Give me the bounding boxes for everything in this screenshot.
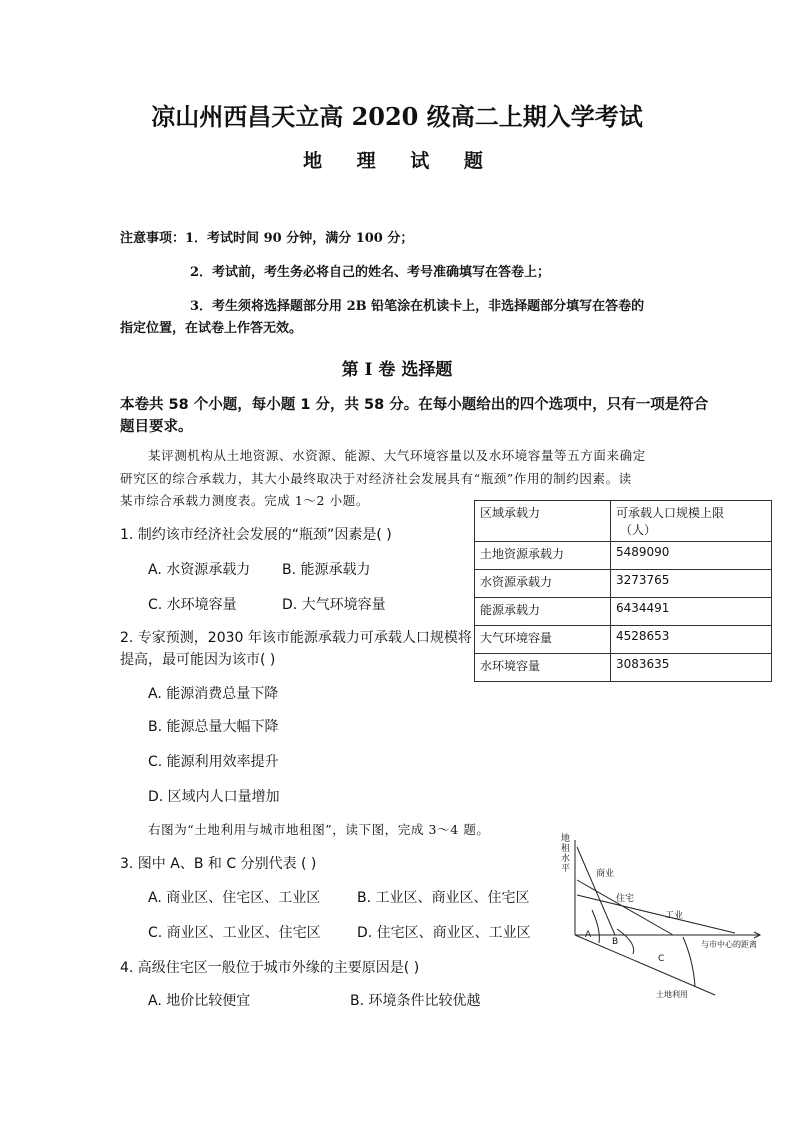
land-use-label: 土地利用: [656, 990, 688, 999]
question-4-option-a[interactable]: A. 地价比较便宜: [148, 993, 251, 1009]
question-1-stem: 1. 制约该市经济社会发展的“瓶颈”因素是( ): [120, 527, 392, 543]
table-cell-value: 6434491: [611, 598, 772, 626]
material-1-line-2: 研究区的综合承载力，其大小最终取决于对经济社会发展具有“瓶颈”作用的制约因素。读: [120, 471, 632, 486]
label-zone-a: A: [585, 930, 592, 940]
label-residential: 住宅: [616, 894, 635, 904]
y-axis-label-3: 水: [561, 854, 571, 864]
table-row: [475, 570, 772, 598]
question-2-stem-2: 提高，最可能因为该市( ): [120, 652, 276, 668]
label-commercial: 商业: [596, 869, 615, 879]
residential-rent-line: [577, 880, 673, 935]
table-cell-label: 土地资源承载力: [475, 542, 611, 570]
question-3-stem: 3. 图中 A、B 和 C 分别代表 ( ): [120, 856, 317, 872]
section-intro-1: 本卷共 58 个小题，每小题 1 分，共 58 分。在每小题给出的四个选项中，只有一项是符合: [120, 397, 709, 413]
section-intro-2: 题目要求。: [120, 419, 193, 435]
label-zone-b: B: [612, 937, 619, 947]
table-row: [475, 598, 772, 626]
notice-line-3: 3．考生须将选择题部分用 2B 铅笔涂在机读卡上，非选择题部分填写在答卷的: [190, 299, 645, 314]
zone-divider-b: [617, 929, 634, 954]
notice-line-2: 2．考试前，考生务必将自己的姓名、考号准确填写在答卷上；: [190, 265, 551, 280]
question-4-stem: 4. 高级住宅区一般位于城市外缘的主要原因是( ): [120, 960, 420, 976]
table-cell-value: 5489090: [611, 542, 772, 570]
question-2-stem-1: 2. 专家预测，2030 年该市能源承载力可承载人口规模将: [120, 630, 472, 646]
subject-title: 地 理 试 题: [303, 150, 497, 172]
y-axis-label-2: 租: [561, 844, 571, 854]
question-2-option-c[interactable]: C. 能源利用效率提升: [148, 754, 279, 770]
notice-line-1: 注意事项：1．考试时间 90 分钟，满分 100 分；: [120, 231, 414, 246]
question-2-option-b[interactable]: B. 能源总量大幅下降: [148, 719, 279, 735]
question-4-option-b[interactable]: B. 环境条件比较优越: [350, 993, 481, 1009]
land-rent-diagram: [555, 825, 780, 1005]
y-axis-label-1: 地: [561, 834, 571, 844]
industrial-rent-line: [577, 895, 735, 933]
question-3-option-c[interactable]: C. 商业区、工业区、住宅区: [148, 925, 321, 941]
question-3-option-b[interactable]: B. 工业区、商业区、住宅区: [357, 890, 530, 906]
table-header-unit: （人）: [620, 523, 657, 537]
table-cell-value: 3083635: [611, 654, 772, 682]
material-1-line-1: 某评测机构从土地资源、水资源、能源、大气环境容量以及水环境容量等五方面来确定: [148, 448, 646, 463]
table-cell-value: 3273765: [611, 570, 772, 598]
zone-divider-c: [683, 937, 695, 986]
question-2-option-d[interactable]: D. 区域内人口量增加: [148, 789, 280, 805]
material-2-line-1: 右图为“土地利用与城市地租图”，读下图，完成 3～4 题。: [148, 822, 490, 837]
y-axis-label-4: 平: [561, 864, 571, 874]
question-1-option-c[interactable]: C. 水环境容量: [148, 597, 237, 613]
land-use-line: [575, 935, 715, 995]
exam-title: 凉山州西昌天立高 2020 级高二上期入学考试: [151, 102, 643, 131]
zone-divider-a: [592, 910, 599, 943]
table-cell-label: 大气环境容量: [475, 626, 611, 654]
table-header-region: 区域承载力: [475, 501, 611, 542]
capacity-table: [474, 500, 772, 682]
section-title: 第 I 卷 选择题: [341, 360, 453, 380]
question-3-option-a[interactable]: A. 商业区、住宅区、工业区: [148, 890, 321, 906]
table-header-population: [611, 501, 772, 542]
table-header-row: [475, 501, 772, 542]
table-cell-label: 水资源承载力: [475, 570, 611, 598]
label-zone-c: C: [658, 954, 665, 964]
question-1-option-b[interactable]: B. 能源承载力: [282, 562, 371, 578]
table-row: [475, 542, 772, 570]
question-1-option-d[interactable]: D. 大气环境容量: [282, 597, 386, 613]
table-cell-label: 水环境容量: [475, 654, 611, 682]
x-axis-label: 与市中心的距离: [701, 940, 757, 949]
question-1-option-a[interactable]: A. 水资源承载力: [148, 562, 251, 578]
question-3-option-d[interactable]: D. 住宅区、商业区、工业区: [357, 925, 531, 941]
label-industrial: 工业: [665, 911, 684, 921]
table-header-population-label: 可承载人口规模上限: [616, 506, 725, 520]
table-row: [475, 654, 772, 682]
table-cell-value: 4528653: [611, 626, 772, 654]
material-1-line-3: 某市综合承载力测度表。完成 1～2 小题。: [120, 493, 369, 508]
notice-line-4: 指定位置，在试卷上作答无效。: [120, 321, 303, 336]
table-row: [475, 626, 772, 654]
question-2-option-a[interactable]: A. 能源消费总量下降: [148, 686, 279, 702]
table-cell-label: 能源承载力: [475, 598, 611, 626]
